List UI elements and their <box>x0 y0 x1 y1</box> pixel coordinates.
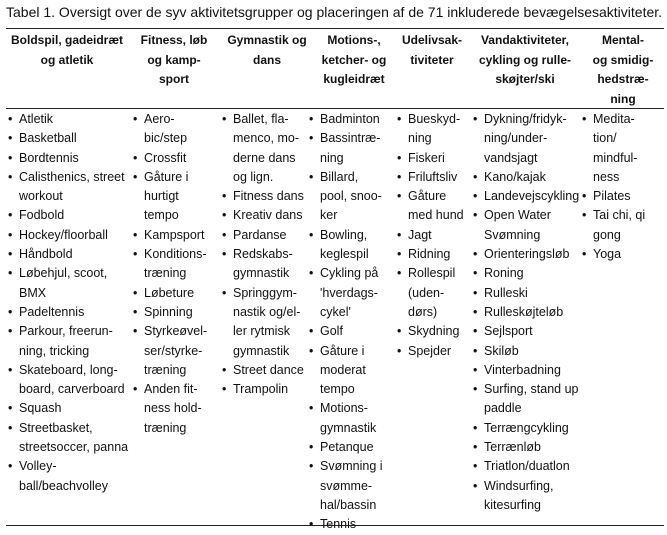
list-item-text: • Spinning <box>144 304 193 319</box>
list-item <box>473 477 579 516</box>
list-item-text: træning <box>144 420 187 435</box>
list-item-text: • Tennis <box>320 517 357 532</box>
list-item-text: ser/styrke- <box>144 343 203 358</box>
list-item <box>222 110 304 187</box>
list-item-text: ness <box>593 169 620 184</box>
column-header-line: og kamp- <box>147 52 201 67</box>
list-item-text: paddle <box>484 401 522 416</box>
list-item-text: • Windsurfing, <box>484 478 554 493</box>
column-header <box>314 31 394 90</box>
list-item <box>473 187 579 206</box>
list-item-text: • Hockey/floorball <box>19 227 108 242</box>
list-item <box>473 419 579 438</box>
list-item <box>582 187 645 206</box>
column-header-line: ning <box>610 91 636 106</box>
list-item <box>473 206 579 245</box>
list-item-text: ning <box>320 150 344 165</box>
column-header <box>472 31 578 90</box>
column-activity-list <box>309 110 383 535</box>
column-activity-list <box>473 110 579 515</box>
list-item-text: • Padeltennis <box>19 304 85 319</box>
list-item <box>473 110 579 168</box>
list-item-text: gong <box>593 227 621 242</box>
list-item-text: • Jagt <box>408 227 432 242</box>
list-item <box>222 284 304 361</box>
column-activity-list <box>582 110 645 264</box>
list-item-text: • Crossfit <box>144 150 187 165</box>
column-header <box>8 31 126 70</box>
list-item-text: • Billard, <box>320 169 359 184</box>
list-item-text: hal/bassin <box>320 497 377 512</box>
list-item-text: • Tai chi, qi <box>593 208 646 223</box>
list-item-text: • Roning <box>484 266 524 281</box>
list-item-text: • Fitness dans <box>233 189 304 204</box>
list-item <box>582 110 645 187</box>
list-item-text: • Motions- <box>320 401 368 416</box>
list-item-text: • Street dance <box>233 362 304 377</box>
column-header-line: dans <box>252 52 281 67</box>
list-item <box>222 206 304 225</box>
list-item <box>8 419 128 458</box>
list-item <box>8 206 128 225</box>
list-item <box>309 129 383 168</box>
list-item-text: ning/under- <box>484 131 548 146</box>
list-item <box>8 399 128 418</box>
list-item <box>222 187 304 206</box>
list-item <box>309 110 383 129</box>
column-header-line: sport <box>159 72 189 86</box>
list-item <box>397 342 464 361</box>
list-item-text: kitesurfing <box>484 497 541 512</box>
list-item-text: vandsjagt <box>484 150 538 165</box>
list-item-text: • Fiskeri <box>408 150 445 165</box>
list-item <box>309 457 383 515</box>
list-item <box>473 303 579 322</box>
list-item <box>8 303 128 322</box>
list-item <box>133 226 207 245</box>
list-item <box>8 226 128 245</box>
list-item-text: • Cykling på <box>320 266 379 281</box>
list-item-text: • Fodbold <box>19 208 65 223</box>
list-item-text: • Bassintræ- <box>320 131 381 146</box>
column-header-line: Vandaktiviteter, <box>480 33 570 47</box>
list-item-text: • Springgym- <box>233 285 297 300</box>
list-item-text: keglespil <box>320 247 369 262</box>
list-item-text: • Gåture <box>408 189 447 204</box>
list-item-text: ning <box>408 131 432 146</box>
table-caption: Tabel 1. Oversigt over de syv aktivitetsgrupper og placeringen af de 71 inkluderede bevægelsesaktiviteter. <box>6 4 663 20</box>
list-item <box>309 438 383 457</box>
column-activity-list <box>133 110 207 438</box>
list-item-text: • Terrængcykling <box>484 420 569 435</box>
list-item-text: Svømning <box>484 227 541 242</box>
column-header <box>584 31 662 109</box>
column-header-line: tiviteter <box>410 52 454 67</box>
list-item-text: og lign. <box>233 169 274 184</box>
list-item <box>473 361 579 380</box>
list-item <box>397 245 464 264</box>
list-item-text: pool, snoo- <box>320 189 382 204</box>
list-item-text: • Redskabs- <box>233 247 293 262</box>
list-item <box>8 361 128 400</box>
list-item <box>473 168 579 187</box>
list-item-text: • Yoga <box>593 247 622 262</box>
list-item-text: BMX <box>19 285 47 300</box>
list-item-text: • Sejlsport <box>484 324 533 339</box>
list-item <box>473 380 579 419</box>
column-header-line: Udelivsak- <box>401 33 463 47</box>
list-item-text: • Landevejscykling <box>484 189 580 204</box>
list-item-text: nastik og/el- <box>233 304 301 319</box>
list-item-text: træning <box>144 362 187 377</box>
list-item-text: • Badminton <box>320 112 380 126</box>
list-item <box>397 226 464 245</box>
list-item <box>309 399 383 438</box>
list-item <box>133 245 207 284</box>
list-item-text: • Squash <box>19 401 62 416</box>
list-item <box>133 284 207 303</box>
list-item-text: • Bordtennis <box>19 150 79 165</box>
list-item <box>8 245 128 264</box>
list-item-text: træning <box>144 266 187 281</box>
list-item-text: svømme- <box>320 478 373 493</box>
list-item-text: • Basketball <box>19 131 77 146</box>
list-item-text: • Løbehjul, scoot, <box>19 266 108 281</box>
list-item-text: • Open Water <box>484 208 551 223</box>
list-item-text: • Volley- <box>19 459 57 474</box>
list-item-text: • Anden fit- <box>144 382 198 397</box>
list-item-text: • Konditions- <box>144 247 207 262</box>
list-item-text: • Kano/kajak <box>484 169 546 184</box>
list-item-text: derne dans <box>233 150 296 165</box>
column-header-line: Gymnastik og <box>227 33 307 47</box>
list-item-text: dørs) <box>408 304 438 319</box>
list-item-text: • Trampolin <box>233 382 289 397</box>
list-item <box>133 149 207 168</box>
column-header-line: Mental- <box>602 33 644 47</box>
list-item-text: mindful- <box>593 150 638 165</box>
list-item <box>8 457 128 496</box>
list-item-text: cykel' <box>320 304 351 319</box>
list-item-text: 'hverdags- <box>320 285 378 300</box>
list-item <box>309 342 383 400</box>
list-item-text: • Skydning <box>408 324 460 339</box>
list-item <box>309 322 383 341</box>
list-item <box>222 361 304 380</box>
list-item-text: • Calisthenics, street <box>19 169 125 184</box>
list-item <box>133 110 207 149</box>
list-item <box>8 264 128 303</box>
list-item-text: • Pilates <box>593 189 631 204</box>
list-item <box>309 226 383 265</box>
list-item-text: ning, tricking <box>19 343 90 358</box>
list-item-text: • Ballet, fla- <box>233 112 289 126</box>
list-item <box>473 438 579 457</box>
list-item-text: • Vinterbadning <box>484 362 561 377</box>
list-item-text: • Skiløb <box>484 343 519 358</box>
list-item-text: • Håndbold <box>19 247 73 262</box>
list-item <box>397 187 464 226</box>
column-header-line: hedstræ- <box>597 72 649 86</box>
list-item-text: moderat <box>320 362 366 377</box>
column-header-line: og smidig- <box>592 52 654 67</box>
list-item <box>8 110 128 129</box>
list-item <box>222 226 304 245</box>
list-item-text: workout <box>19 189 63 204</box>
column-header-line: Fitness, løb <box>140 33 208 47</box>
list-item-text: ler rytmisk <box>233 324 290 339</box>
list-item-text: med hund <box>408 208 464 223</box>
list-item-text: ball/beachvolley <box>19 478 108 493</box>
list-item <box>473 322 579 341</box>
list-item-text: • Dykning/fridyk- <box>484 112 567 126</box>
list-item-text: gymnastik <box>233 266 290 281</box>
list-item <box>8 149 128 168</box>
list-item-text: hurtigt <box>144 189 179 204</box>
list-item-text: • Pardanse <box>233 227 287 242</box>
list-item-text: • Kampsport <box>144 227 205 242</box>
list-item-text: tempo <box>144 208 179 223</box>
column-header-line: og atletik <box>40 52 94 67</box>
list-item-text: • Ridning <box>408 247 451 262</box>
list-item-text: • Gåture i <box>144 169 189 184</box>
list-item-text: board, carverboard <box>19 382 125 397</box>
list-item-text: • Terrænløb <box>484 440 541 455</box>
column-header-line: skøjter/ski <box>495 72 555 86</box>
column-header-line: kugleidræt <box>323 72 385 86</box>
column-header-line: Boldspil, gadeidræt <box>10 33 123 47</box>
list-item <box>133 303 207 322</box>
column-header-line: Motions-, <box>327 33 381 47</box>
list-item <box>8 129 128 148</box>
list-item-text: • Golf <box>320 324 343 339</box>
list-item <box>133 322 207 380</box>
list-item-text: • Aero- <box>144 112 175 126</box>
list-item <box>8 322 128 361</box>
list-item <box>397 110 464 149</box>
list-item <box>397 149 464 168</box>
list-item <box>473 342 579 361</box>
list-item-text: tion/ <box>593 131 617 146</box>
list-item <box>133 380 207 438</box>
list-item-text: • Friluftsliv <box>408 169 458 184</box>
table-top-rule <box>6 28 664 29</box>
list-item <box>309 264 383 322</box>
list-item-text: ker <box>320 208 338 223</box>
column-header <box>132 31 216 90</box>
list-item-text: • Surfing, stand up <box>484 382 579 397</box>
list-item <box>397 264 464 322</box>
list-item-text: • Bowling, <box>320 227 368 242</box>
list-item-text: • Svømning i <box>320 459 383 474</box>
list-item-text: • Spejder <box>408 343 452 358</box>
list-item <box>473 284 579 303</box>
list-item-text: (uden- <box>408 285 445 300</box>
column-activity-list <box>222 110 304 399</box>
column-activity-list <box>397 110 464 361</box>
list-item-text: • Bueskyd- <box>408 112 461 126</box>
list-item-text: • Rulleskøjteløb <box>484 304 564 319</box>
list-item <box>473 457 579 476</box>
list-item-text: • Gåture i <box>320 343 365 358</box>
list-item-text: • Rollespil <box>408 266 456 281</box>
list-item-text: • Atletik <box>19 112 54 126</box>
list-item <box>222 245 304 284</box>
list-item-text: gymnastik <box>233 343 290 358</box>
list-item <box>397 322 464 341</box>
list-item-text: ness hold- <box>144 401 202 416</box>
list-item-text: tempo <box>320 382 355 397</box>
list-item-text: menco, mo- <box>233 131 299 146</box>
list-item-text: • Parkour, freerun- <box>19 324 113 339</box>
list-item-text: bic/step <box>144 131 188 146</box>
list-item <box>582 245 645 264</box>
list-item-text: • Petanque <box>320 440 374 455</box>
list-item-text: • Streetbasket, <box>19 420 93 435</box>
list-item-text: • Medita- <box>593 112 635 126</box>
column-header <box>222 31 312 70</box>
list-item <box>8 168 128 207</box>
column-header <box>398 31 466 70</box>
list-item <box>473 264 579 283</box>
list-item <box>582 206 645 245</box>
column-activity-list <box>8 110 128 496</box>
list-item-text: streetsoccer, panna <box>19 440 129 455</box>
column-header-line: cykling og rulle- <box>478 52 571 67</box>
list-item-text: • Skateboard, long- <box>19 362 118 377</box>
column-header-line: ketcher- og <box>321 52 387 67</box>
list-item-text: • Styrkeøvel- <box>144 324 208 339</box>
list-item-text: • Orienteringsløb <box>484 247 570 262</box>
list-item <box>397 168 464 187</box>
list-item <box>222 380 304 399</box>
list-item-text: • Rulleski <box>484 285 528 300</box>
table-header-rule <box>6 108 664 109</box>
list-item-text: • Løbeture <box>144 285 195 300</box>
list-item <box>473 245 579 264</box>
list-item <box>309 168 383 226</box>
list-item-text: • Kreativ dans <box>233 208 303 223</box>
list-item-text: gymnastik <box>320 420 377 435</box>
list-item <box>133 168 207 226</box>
list-item-text: • Triatlon/duatlon <box>484 459 570 474</box>
list-item <box>309 515 383 534</box>
